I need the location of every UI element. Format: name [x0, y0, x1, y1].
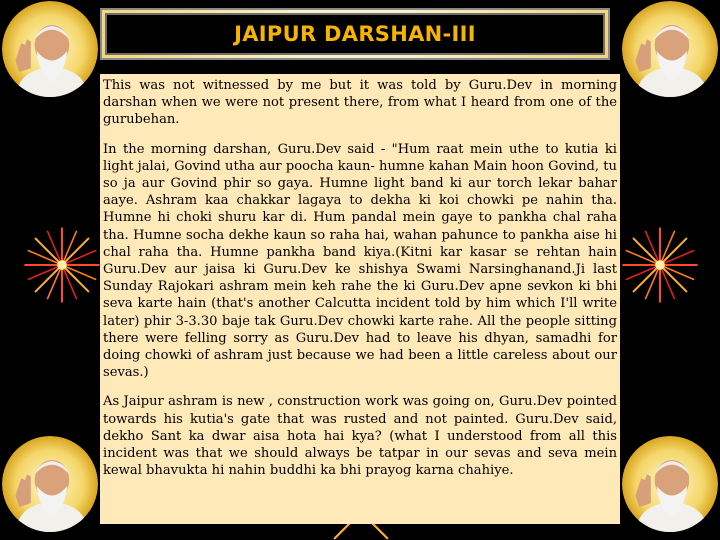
paragraph-conclusion: As Jaipur ashram is new , construction work was going on, Guru.Dev pointed towards his kutia's gate that was rusted and not painted. Guru.Dev said, dekho Sant ka dwar aisa hota hai kya? (what I understood from all this incident was that we should always be tatpar in our sevas and seva mein kewal bhavukta hi nahin buddhi ka bhi prayog karna chahiye.: [103, 394, 617, 479]
saint-portrait-icon: [622, 436, 718, 532]
content-panel: [100, 74, 620, 524]
page-title: JAIPUR DARSHAN-III: [234, 22, 476, 46]
saint-portrait-icon: [2, 436, 98, 532]
paragraph-intro: This was not witnessed by me but it was told by Guru.Dev in morning darshan when we were not present there, from what I heard from one of the gurubehan.: [103, 78, 617, 128]
paragraph-story: In the morning darshan, Guru.Dev said - "Hum raat mein uthe to kutia ki light jalai, Govind utha aur poocha kaun- humne kahan Main hoon Govind, tu so ja aur Govind phir so gaya. Humne light band ki aur torch lekar bahar aaye. Ashram kaa chakkar lagaya to dekha ki koi chowki pe nahin tha. Humne hi choki shuru kar di. Hum pandal mein gaye to pankha chal raha tha. Humne socha dekhe kaun so raha hai, wahan pahunce to pankha aise hi chal raha tha. Humne pankha band kiya.(Kitni kar kasar se rehtan hain Guru.Dev aur jaisa ki Guru.Dev ke shishya Swami Narsinghanand.Ji last Sunday Rajokari ashram mein keh rahe the ki Guru.Dev apne sevkon ki bhi seva karte hain (that's another Calcutta incident told by him which I'll write later) phir 3-3.30 baje tak Guru.Dev chowki karte rahe. All the people sitting there were felling sorry as Guru.Dev had to leave his dhyan, samadhi for doing chowki of ashram just because we had been a little careless about our sevas.): [103, 141, 617, 381]
firework-icon: [22, 225, 102, 305]
firework-icon: [620, 225, 700, 305]
saint-portrait-icon: [2, 1, 98, 97]
title-banner: [100, 8, 610, 60]
title-banner-inner: [105, 13, 605, 55]
saint-portrait-icon: [622, 1, 718, 97]
